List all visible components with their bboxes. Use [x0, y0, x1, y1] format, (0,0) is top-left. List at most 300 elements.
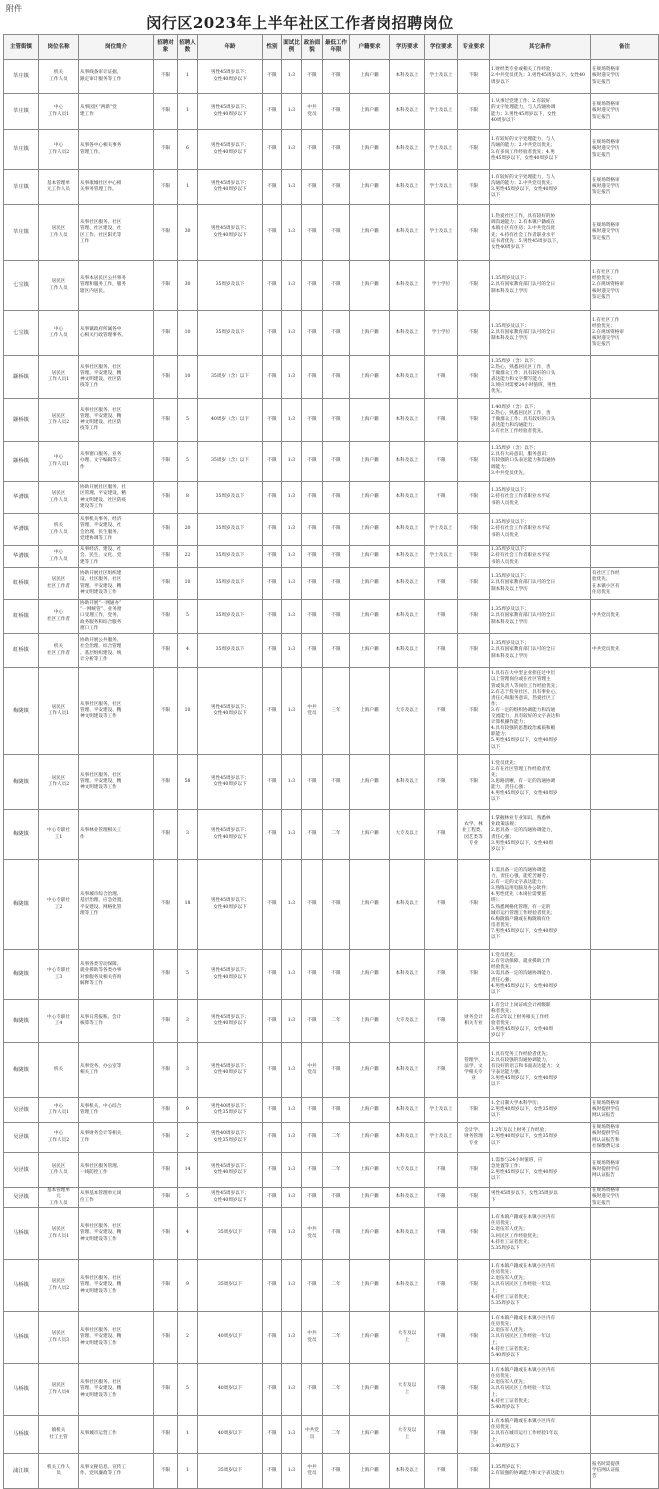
- count-cell: 9: [178, 1098, 198, 1123]
- degree-cell: 学士及以上: [425, 170, 458, 205]
- political-cell: 不限: [302, 261, 323, 311]
- town-cell: 虹桥镇: [4, 634, 39, 668]
- major-cell: 不限: [458, 130, 490, 170]
- edu-cell: 本科及以上: [390, 514, 425, 546]
- other-conditions-cell: 1.35周岁及以下； 2.持有社会工作者职业水平证 书的人员优先: [490, 482, 591, 514]
- age-cell: 40周岁以下: [198, 1364, 263, 1416]
- table-row: [4, 668, 659, 755]
- years-cell: 不限: [323, 399, 350, 442]
- ratio-cell: 1:3: [282, 60, 302, 94]
- gender-cell: 不限: [263, 600, 282, 634]
- age-cell: 35周岁及以下: [198, 482, 263, 514]
- col-header: 专业要求: [458, 35, 490, 60]
- gender-cell: 不限: [263, 311, 282, 356]
- intro-cell: 从事社区服务、社区 管理、平安建设、精 神文明建设、社区防 疫等工作: [79, 399, 154, 442]
- count-cell: 10: [178, 311, 198, 356]
- ratio-cell: 1:3: [282, 1153, 302, 1188]
- count-cell: 5: [178, 1188, 198, 1208]
- post-name-cell: 中心 工作人员2: [39, 1123, 79, 1153]
- political-cell: 不限: [302, 1364, 323, 1416]
- count-cell: 3: [178, 1000, 198, 1043]
- table-row: [4, 810, 659, 860]
- intro-cell: 从事社区服务、社区 管理、平安建设、精 神文明建设、社区防 疫等工作: [79, 356, 154, 399]
- major-cell: 不限: [458, 634, 490, 668]
- hukou-cell: 上海户籍: [350, 311, 390, 356]
- ratio-cell: 1:3: [282, 1043, 302, 1098]
- target-cell: 不限: [154, 482, 178, 514]
- town-cell: 华漕镇: [4, 546, 39, 568]
- col-header: 学历要求: [390, 35, 425, 60]
- town-cell: 虹桥镇: [4, 600, 39, 634]
- years-cell: 不限: [323, 205, 350, 261]
- ratio-cell: 1:3: [282, 755, 302, 810]
- post-name-cell: 基本管理单 元 工作人员: [39, 1188, 79, 1208]
- age-cell: 35周岁及以下: [198, 261, 263, 311]
- political-cell: 不限: [302, 514, 323, 546]
- hukou-cell: 上海户籍: [350, 1208, 390, 1260]
- political-cell: 不限: [302, 1123, 323, 1153]
- post-name-cell: 机关 社区工作者: [39, 634, 79, 668]
- years-cell: 不限: [323, 568, 350, 600]
- note-cell: 中共党员优先: [591, 634, 659, 668]
- post-name-cell: 中心专职社 工3: [39, 950, 79, 1000]
- age-cell: 男性45周岁以下； 女性40周岁以下: [198, 950, 263, 1000]
- note-cell: 在规场资格审 核时递交学历 鉴定报告: [591, 60, 659, 94]
- political-cell: 不限: [302, 130, 323, 170]
- table-row: [4, 1098, 659, 1123]
- post-name-cell: 中心 工作人员1: [39, 442, 79, 482]
- degree-cell: 学士及以上: [425, 546, 458, 568]
- ratio-cell: 1:3: [282, 205, 302, 261]
- gender-cell: 不限: [263, 1123, 282, 1153]
- ratio-cell: 1:3: [282, 1312, 302, 1364]
- post-name-cell: 中心 工作人员2: [39, 130, 79, 170]
- years-cell: 二年: [323, 1153, 350, 1188]
- political-cell: 不限: [302, 170, 323, 205]
- hukou-cell: 上海户籍: [350, 94, 390, 130]
- major-cell: 不限: [458, 860, 490, 950]
- degree-cell: 学士及以上: [425, 205, 458, 261]
- degree-cell: 不限: [425, 634, 458, 668]
- political-cell: 中共党员: [302, 1416, 323, 1454]
- note-cell: [591, 442, 659, 482]
- post-name-cell: 中心 工作人员: [39, 311, 79, 356]
- edu-cell: 本科及以上: [390, 1260, 425, 1312]
- major-cell: 不限: [458, 399, 490, 442]
- count-cell: 5: [178, 600, 198, 634]
- post-name-cell: 镇机关 社工主管: [39, 1416, 79, 1454]
- political-cell: 不限: [302, 755, 323, 810]
- hukou-cell: 上海户籍: [350, 810, 390, 860]
- other-conditions-cell: 1.有本镇户籍或在本镇小区内有 住房优先； 2.退伍军人优先； 3.居民区工作经验优先； 4.持社工证者优先； 5.35周岁以下: [490, 1208, 591, 1260]
- count-cell: 3: [178, 1043, 198, 1098]
- major-cell: 不限: [458, 1454, 490, 1489]
- post-name-cell: 机关工作人 员: [39, 1454, 79, 1489]
- years-cell: 不限: [323, 634, 350, 668]
- intro-cell: 从事机关事务、经济 管理、平安建设、社 会治理、民生服务、 党建协调等工作: [79, 514, 154, 546]
- ratio-cell: 1:3: [282, 356, 302, 399]
- count-cell: 1: [178, 1454, 198, 1489]
- annex-label: 附件: [6, 4, 22, 13]
- hukou-cell: 上海户籍: [350, 170, 390, 205]
- ratio-cell: 1:3: [282, 130, 302, 170]
- count-cell: 30: [178, 261, 198, 311]
- major-cell: 不限: [458, 950, 490, 1000]
- intro-cell: 从事社区服务、社区 管理、平安建设、精 神文明建设等工作: [79, 1208, 154, 1260]
- page-title: 闵行区2023年上半年社区工作者岗招聘岗位: [146, 14, 454, 32]
- gender-cell: 不限: [263, 1260, 282, 1312]
- years-cell: 不限: [323, 600, 350, 634]
- ratio-cell: 1:3: [282, 860, 302, 950]
- years-cell: 不限: [323, 1208, 350, 1260]
- town-cell: 梅陇镇: [4, 860, 39, 950]
- degree-cell: 不限: [425, 950, 458, 1000]
- major-cell: 不限: [458, 568, 490, 600]
- political-cell: 不限: [302, 482, 323, 514]
- degree-cell: 不限: [425, 600, 458, 634]
- col-header: 主管街镇: [4, 35, 39, 60]
- hukou-cell: 上海户籍: [350, 1364, 390, 1416]
- major-cell: 不限: [458, 600, 490, 634]
- age-cell: 男性45周岁以下； 女性40周岁以下: [198, 810, 263, 860]
- ratio-cell: 1:3: [282, 546, 302, 568]
- target-cell: 不限: [154, 261, 178, 311]
- political-cell: 不限: [302, 546, 323, 568]
- town-cell: 梅陇镇: [4, 810, 39, 860]
- gender-cell: 不限: [263, 1208, 282, 1260]
- table-row: [4, 356, 659, 399]
- intro-cell: 从事基本管理单元岗 位工作: [79, 1188, 154, 1208]
- town-cell: 梅陇镇: [4, 668, 39, 755]
- major-cell: 不限: [458, 755, 490, 810]
- years-cell: 不限: [323, 514, 350, 546]
- target-cell: 不限: [154, 205, 178, 261]
- gender-cell: 不限: [263, 1153, 282, 1188]
- target-cell: 不限: [154, 442, 178, 482]
- note-cell: [591, 810, 659, 860]
- gender-cell: 不限: [263, 170, 282, 205]
- major-cell: 不限: [458, 1153, 490, 1188]
- other-conditions-cell: 1.35周岁（含）以下； 2.热心，熟悉居民区工作，善 于做群众工作；具有较好的口头 表达能力和文字撰写能力； 3.须应对需要24小时值班，男性 优先。: [490, 356, 591, 399]
- col-header: 性别: [263, 35, 282, 60]
- target-cell: 不限: [154, 399, 178, 442]
- post-name-cell: 居民区 工作人员3: [39, 1312, 79, 1364]
- hukou-cell: 上海户籍: [350, 442, 390, 482]
- gender-cell: 不限: [263, 1043, 282, 1098]
- degree-cell: 不限: [425, 810, 458, 860]
- intro-cell: 从事社区服务、社区 管理、平安建设、精 神文明建设等工作: [79, 1260, 154, 1312]
- table-row: [4, 94, 659, 130]
- table-body: [4, 60, 659, 1489]
- edu-cell: 本科及以上: [390, 356, 425, 399]
- count-cell: 4: [178, 1208, 198, 1260]
- years-cell: 不限: [323, 950, 350, 1000]
- target-cell: 不限: [154, 634, 178, 668]
- table-row: [4, 1454, 659, 1489]
- age-cell: 40周岁以下: [198, 1416, 263, 1454]
- major-cell: 不限: [458, 261, 490, 311]
- age-cell: 35周岁（含）以下: [198, 442, 263, 482]
- gender-cell: 不限: [263, 1416, 282, 1454]
- political-cell: 不限: [302, 1098, 323, 1123]
- count-cell: 10: [178, 356, 198, 399]
- ratio-cell: 1:3: [282, 568, 302, 600]
- gender-cell: 不限: [263, 514, 282, 546]
- target-cell: 不限: [154, 950, 178, 1000]
- intro-cell: 从事镇政府所属各中 心相关行政管理事务。: [79, 311, 154, 356]
- other-conditions-cell: 1.需参与24小时值班，应 急处置等工作； 2.男性45周岁以下，女性40周岁 以下: [490, 1153, 591, 1188]
- years-cell: 不限: [323, 1454, 350, 1489]
- ratio-cell: 1:3: [282, 311, 302, 356]
- intro-cell: 从事经济、建设、社 会、民生、文化、党 建等工作: [79, 546, 154, 568]
- note-cell: [591, 1416, 659, 1454]
- degree-cell: 不限: [425, 356, 458, 399]
- town-cell: 莘庄镇: [4, 205, 39, 261]
- count-cell: 10: [178, 668, 198, 755]
- political-cell: 不限: [302, 1153, 323, 1188]
- degree-cell: 学士及以上: [425, 1098, 458, 1123]
- age-cell: 男性45周岁以下； 女性40周岁以下: [198, 755, 263, 810]
- intro-cell: 从事社区服务、社区 管理、平安建设、精 神文明建设等工作: [79, 755, 154, 810]
- count-cell: 2: [178, 1123, 198, 1153]
- table-row: [4, 399, 659, 442]
- intro-cell: 从事社区服务、社区 管理、社区建设、社 区工作、社区阳光等 工作: [79, 205, 154, 261]
- political-cell: 中共 党员: [302, 1454, 323, 1489]
- years-cell: 不限: [323, 311, 350, 356]
- other-conditions-cell: 1.有会计上岗证或会计初级职 称者优先； 2.有2年以上财务相关工作经 验者优先； 3.男性45周岁以下，女性40周 岁以下: [490, 1000, 591, 1043]
- target-cell: 不限: [154, 1208, 178, 1260]
- table-row: [4, 1043, 659, 1098]
- gender-cell: 不限: [263, 399, 282, 442]
- other-conditions-cell: 1.有本镇户籍或在本镇小区内有 住房优先； 2.退伍军人优先； 3.具有居民区工作经验一年以 上； 4.持社工证者优先； 5.35周岁以下: [490, 1260, 591, 1312]
- age-cell: 35周岁（含）以下: [198, 356, 263, 399]
- gender-cell: 不限: [263, 482, 282, 514]
- other-conditions-cell: 1.35周岁及以下； 2.具有国家教育部门认可的全日 制本科及以上学历: [490, 311, 591, 356]
- target-cell: 不限: [154, 356, 178, 399]
- town-cell: 梅陇镇: [4, 1043, 39, 1098]
- degree-cell: 学士学位: [425, 261, 458, 311]
- major-cell: 不限: [458, 1098, 490, 1123]
- other-conditions-cell: 1.具有在大中型企业担任过中层 以上管理岗位或在社区管理主 管或负责人等岗位工作经验优先； 2.有志于投身社区、具有事业心、 责任心和服务意识，热爱社区工 作； 3.有一定的组织协调能力和沟通 交流能力，具有较好的文字表达和 计算机操作能力； 4.具有较强的思想政治素质和履 职能力； 5.男性45周岁以下，女性40周岁 以下: [490, 668, 591, 755]
- table-row: [4, 568, 659, 600]
- post-name-cell: 居民区 工作人员2: [39, 755, 79, 810]
- ratio-cell: 1:3: [282, 1000, 302, 1043]
- col-header: 户籍要求: [350, 35, 390, 60]
- years-cell: 不限: [323, 755, 350, 810]
- col-header: 岗位名称: [39, 35, 79, 60]
- note-cell: [591, 356, 659, 399]
- edu-cell: 本科及以上: [390, 568, 425, 600]
- ratio-cell: 1:3: [282, 170, 302, 205]
- count-cell: 9: [178, 1260, 198, 1312]
- count-cell: 5: [178, 1364, 198, 1416]
- degree-cell: 学士及以上: [425, 130, 458, 170]
- table-row: [4, 600, 659, 634]
- col-header: 学位要求: [425, 35, 458, 60]
- town-cell: 马桥镇: [4, 1312, 39, 1364]
- gender-cell: 不限: [263, 1188, 282, 1208]
- years-cell: 不限: [323, 261, 350, 311]
- other-conditions-cell: 1.35周岁及以下； 2.具有国家教育部门认可的全日 制本科及以上学历: [490, 634, 591, 668]
- edu-cell: 本科及以上: [390, 1208, 425, 1260]
- note-cell: [591, 950, 659, 1000]
- town-cell: 七宝镇: [4, 261, 39, 311]
- age-cell: 男性45周岁以下； 女性40周岁以下: [198, 94, 263, 130]
- edu-cell: 本科及以上: [390, 755, 425, 810]
- major-cell: 不限: [458, 94, 490, 130]
- ratio-cell: 1:3: [282, 399, 302, 442]
- post-name-cell: 机关 工作人员: [39, 514, 79, 546]
- table-row: [4, 514, 659, 546]
- political-cell: 中共 党员: [302, 1208, 323, 1260]
- age-cell: 男性40周岁以下； 女性35周岁以下: [198, 1123, 263, 1153]
- count-cell: 10: [178, 568, 198, 600]
- col-header: 招聘人数: [178, 35, 198, 60]
- intro-cell: 从事各中心相关事务 管理工作。: [79, 130, 154, 170]
- years-cell: 不限: [323, 170, 350, 205]
- hukou-cell: 上海户籍: [350, 130, 390, 170]
- ratio-cell: 1:3: [282, 668, 302, 755]
- age-cell: 男性45周岁以下； 女性40周岁以下: [198, 60, 263, 94]
- years-cell: 二年: [323, 1416, 350, 1454]
- count-cell: 3: [178, 810, 198, 860]
- table-row: [4, 130, 659, 170]
- age-cell: 40周岁（含）以下: [198, 399, 263, 442]
- political-cell: 不限: [302, 600, 323, 634]
- gender-cell: 不限: [263, 634, 282, 668]
- years-cell: 不限: [323, 442, 350, 482]
- target-cell: 不限: [154, 1260, 178, 1312]
- ratio-cell: 1:3: [282, 442, 302, 482]
- target-cell: 不限: [154, 1312, 178, 1364]
- edu-cell: 大专及以上: [390, 1000, 425, 1043]
- post-name-cell: 居民区 工作人员: [39, 1153, 79, 1188]
- hukou-cell: 上海户籍: [350, 755, 390, 810]
- post-name-cell: 居民区 工作人员: [39, 482, 79, 514]
- post-name-cell: 居民区 工作人员: [39, 205, 79, 261]
- age-cell: 40周岁以下: [198, 1312, 263, 1364]
- hukou-cell: 上海户籍: [350, 514, 390, 546]
- count-cell: 14: [178, 1153, 198, 1188]
- edu-cell: 本科及以上: [390, 60, 425, 94]
- table-row: [4, 860, 659, 950]
- political-cell: 不限: [302, 1260, 323, 1312]
- note-cell: [591, 514, 659, 546]
- hukou-cell: 上海户籍: [350, 1000, 390, 1043]
- count-cell: 6: [178, 130, 198, 170]
- degree-cell: 不限: [425, 668, 458, 755]
- edu-cell: 本科及以上: [390, 1043, 425, 1098]
- town-cell: 马桥镇: [4, 1364, 39, 1416]
- degree-cell: 学士及以上: [425, 94, 458, 130]
- age-cell: 男性45周岁以下； 女性40周岁以下: [198, 860, 263, 950]
- intro-cell: 协助开展社区服务、社 区管理、平安建设、精 神文明建设、社区防疫 建设等工作: [79, 482, 154, 514]
- town-cell: 莘庄镇: [4, 94, 39, 130]
- major-cell: 不限: [458, 1416, 490, 1454]
- count-cell: 8: [178, 482, 198, 514]
- post-name-cell: 中心 社区工作者: [39, 600, 79, 634]
- political-cell: 不限: [302, 634, 323, 668]
- hukou-cell: 上海户籍: [350, 1188, 390, 1208]
- town-cell: 颛桥镇: [4, 356, 39, 399]
- intro-cell: 从事机关、中心综合 管理工作: [79, 1098, 154, 1123]
- ratio-cell: 1:3: [282, 600, 302, 634]
- intro-cell: 从事社区服务、社区 管理、平安建设、精 神文明建设等工作: [79, 1312, 154, 1364]
- target-cell: 不限: [154, 1454, 178, 1489]
- degree-cell: 不限: [425, 442, 458, 482]
- note-cell: [591, 1000, 659, 1043]
- intro-cell: 从事林业管理相关工 作: [79, 810, 154, 860]
- years-cell: 不限: [323, 482, 350, 514]
- degree-cell: 不限: [425, 1416, 458, 1454]
- years-cell: 三年: [323, 668, 350, 755]
- other-conditions-cell: 1.35周岁（含）以下； 2.具有大局意识，服务意识； 有较强的口头表达能力和沟通协 调能力； 3.中共党员优先。: [490, 442, 591, 482]
- table-row: [4, 1153, 659, 1188]
- post-name-cell: 中心 工作人员1: [39, 94, 79, 130]
- table-row: [4, 1000, 659, 1043]
- table-row: [4, 546, 659, 568]
- table-row: [4, 1123, 659, 1153]
- major-cell: 不限: [458, 170, 490, 205]
- note-cell: [591, 546, 659, 568]
- target-cell: 不限: [154, 668, 178, 755]
- edu-cell: 本科及以上: [390, 546, 425, 568]
- major-cell: 农学、林 业工程类、 园艺类等 专业: [458, 810, 490, 860]
- town-cell: 吴泾镇: [4, 1188, 39, 1208]
- political-cell: 不限: [302, 356, 323, 399]
- intro-cell: 协助开展公共服务、 社会治理、综合管理 、基层组织建设、统 计分析等工作: [79, 634, 154, 668]
- degree-cell: 不限: [425, 1364, 458, 1416]
- edu-cell: 本科及以上: [390, 130, 425, 170]
- political-cell: 不限: [302, 399, 323, 442]
- other-conditions-cell: 1.具有党务工作经验者优先； 2.具有较强的沟通协调能力， 有良好的语言和书面表达能力；文 字表达能力强； 3.男性45周岁以下，女性40周岁 以下: [490, 1043, 591, 1098]
- hukou-cell: 上海户籍: [350, 1260, 390, 1312]
- table-row: [4, 205, 659, 261]
- degree-cell: 不限: [425, 399, 458, 442]
- intro-cell: 从事文秘信息、宣传工 作、党风廉政等工作: [79, 1454, 154, 1489]
- target-cell: 不限: [154, 60, 178, 94]
- years-cell: 二年: [323, 1260, 350, 1312]
- col-header: 备注: [591, 35, 659, 60]
- years-cell: 二年: [323, 810, 350, 860]
- major-cell: 财务会计 相关专业: [458, 1000, 490, 1043]
- gender-cell: 不限: [263, 568, 282, 600]
- edu-cell: 本科及以上: [390, 600, 425, 634]
- intro-cell: 从事康城社区中心相 关事务管理工作。: [79, 170, 154, 205]
- political-cell: 不限: [302, 810, 323, 860]
- post-name-cell: 居民区 工作人员2: [39, 399, 79, 442]
- edu-cell: 本科及以上: [390, 205, 425, 261]
- ratio-cell: 1:3: [282, 482, 302, 514]
- edu-cell: 本科及以上: [390, 399, 425, 442]
- edu-cell: 本科及以上: [390, 442, 425, 482]
- years-cell: 不限: [323, 1098, 350, 1123]
- other-conditions-cell: 1.有较好的文字处理能力，与人 沟通的能力；2.中共党员优先； 3.有多岗工作经验者优先；4.男 性45周岁以下，女性40周岁以下: [490, 130, 591, 170]
- degree-cell: 不限: [425, 1312, 458, 1364]
- town-cell: 浦江镇: [4, 1454, 39, 1489]
- intro-cell: 从事窗口服务、业务 办理、文字编辑等工 作: [79, 442, 154, 482]
- major-cell: 不限: [458, 1188, 490, 1208]
- target-cell: 不限: [154, 311, 178, 356]
- target-cell: 不限: [154, 1123, 178, 1153]
- count-cell: 18: [178, 860, 198, 950]
- political-cell: 不限: [302, 60, 323, 94]
- intro-cell: 从事社区服务、社区 管理、平安建设、精 神文明建设等工作: [79, 668, 154, 755]
- political-cell: 不限: [302, 311, 323, 356]
- gender-cell: 不限: [263, 860, 282, 950]
- age-cell: 男性45周岁以下； 女性40周岁以下: [198, 170, 263, 205]
- age-cell: 35周岁以下: [198, 1208, 263, 1260]
